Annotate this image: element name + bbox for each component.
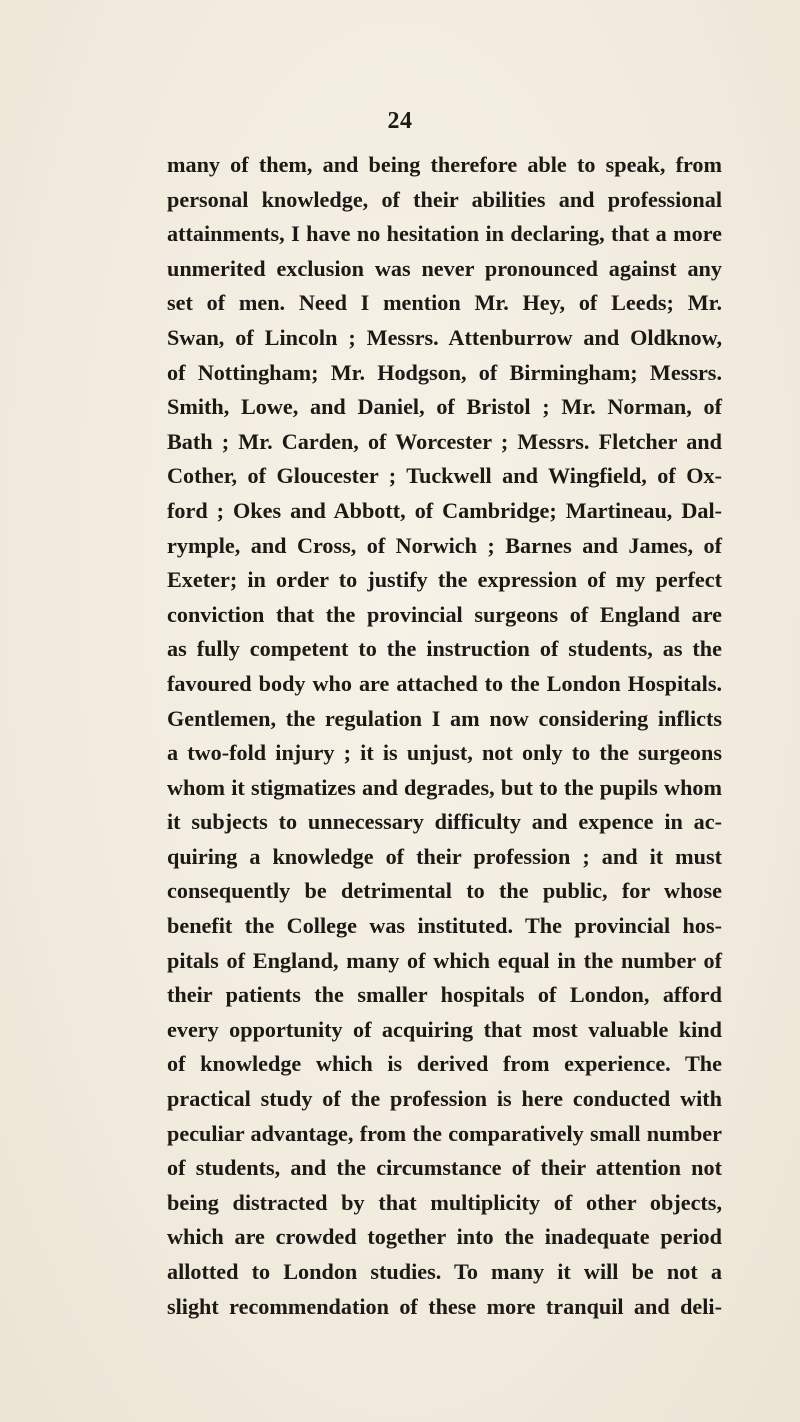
text-line: personal knowledge, of their abilities and professional [167,186,722,212]
text-line: which are crowded together into the inadequate period [167,1224,722,1250]
text-line: consequently be detrimental to the public, for whose [167,878,722,904]
text-line: Bath ; Mr. Carden, of Worcester ; Messrs. Fletcher and [167,428,722,454]
text-line: Cother, of Gloucester ; Tuckwell and Wingfield, of Ox- [167,463,722,489]
text-line: slight recommendation of these more tranquil and deli- [167,1293,722,1319]
text-line: allotted to London studies. To many it will be not a [167,1259,722,1284]
text-line: peculiar advantage, from the comparatively small number [167,1120,722,1146]
text-line: Exeter; in order to justify the expression of my perfect [167,567,722,593]
text-line: as fully competent to the instruction of students, as the [167,636,722,662]
text-line: practical study of the profession is here conducted with [167,1086,722,1112]
text-line: a two-fold injury ; it is unjust, not only to the surgeons [167,740,722,766]
text-line: attainments, I have no hesitation in declaring, that a more [167,221,722,247]
text-line: ford ; Okes and Abbott, of Cambridge; Martineau, Dal- [167,497,722,523]
text-line: whom it stigmatizes and degrades, but to the pupils whom [167,774,722,800]
text-line: Smith, Lowe, and Daniel, of Bristol ; Mr. Norman, of [167,394,722,420]
text-line: many of them, and being therefore able to speak, from [167,152,722,177]
text-line: unmerited exclusion was never pronounced against any [167,255,722,281]
text-line: of Nottingham; Mr. Hodgson, of Birmingham; Messrs. [167,359,722,385]
text-line: being distracted by that multiplicity of other objects, [167,1189,722,1215]
text-line: rymple, and Cross, of Norwich ; Barnes and James, of [167,532,722,558]
text-line: of students, and the circumstance of their attention not [167,1155,722,1181]
text-line: their patients the smaller hospitals of London, afford [167,982,722,1008]
text-line: of knowledge which is derived from experience. The [167,1051,722,1077]
text-line: benefit the College was instituted. The provincial hos- [167,913,722,939]
text-line: Gentlemen, the regulation I am now considering inflicts [167,705,722,731]
text-line: pitals of England, many of which equal in the number of [167,947,722,973]
text-line: set of men. Need I mention Mr. Hey, of Leeds; Mr. [167,290,722,316]
text-line: conviction that the provincial surgeons of England are [167,601,722,627]
body-text [167,148,722,1324]
text-line: Swan, of Lincoln ; Messrs. Attenburrow and Oldknow, [167,324,722,350]
text-line: favoured body who are attached to the London Hospitals. [167,670,722,696]
text-line: quiring a knowledge of their profession ; and it must [167,843,722,869]
page-number: 24 [387,108,413,134]
text-line: every opportunity of acquiring that most valuable kind [167,1016,722,1042]
text-line: it subjects to unnecessary difficulty and expence in ac- [167,809,722,835]
